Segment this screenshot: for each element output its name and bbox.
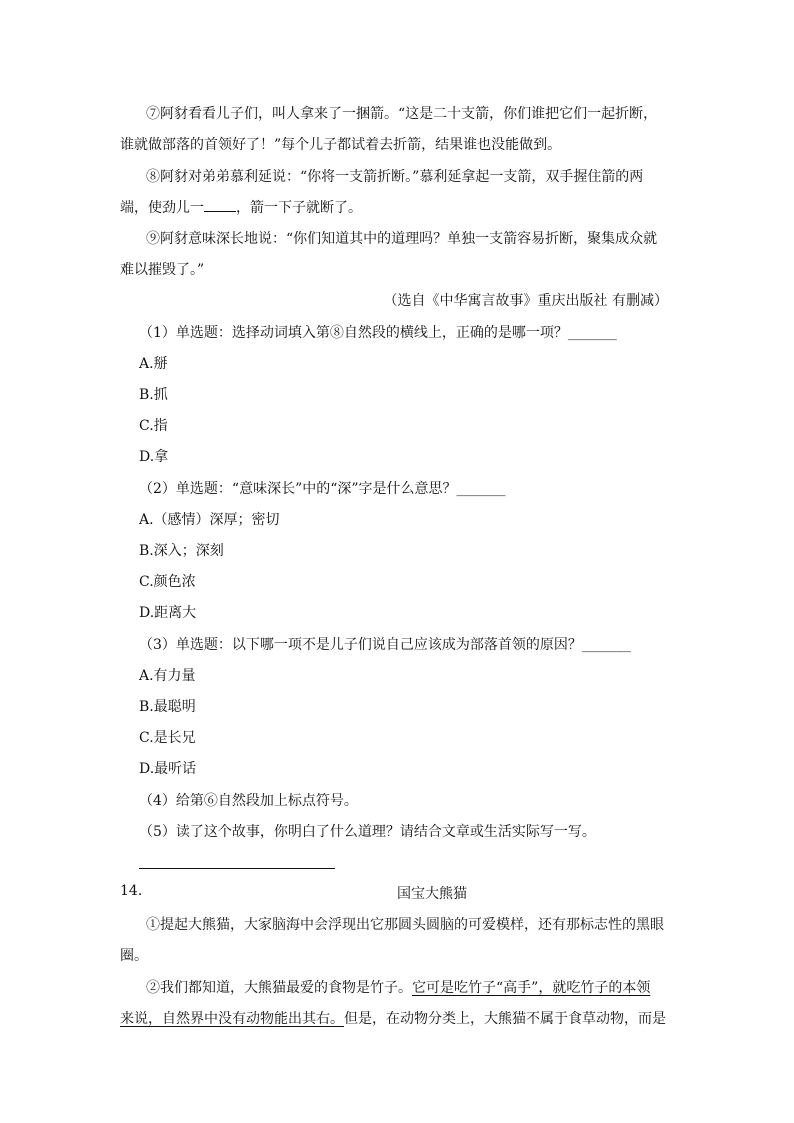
question-5: （5）读了这个故事，你明白了什么道理？请结合文章或生活实际写一写。	[139, 824, 596, 840]
q2-option-b: B.深入；深刻	[139, 543, 224, 559]
paragraph-7-line-2: 谁就做部落的首领好了！”每个儿子都试着去折箭，结果谁也没能做到。	[120, 137, 562, 153]
q1-option-d: D.拿	[139, 449, 169, 465]
q1-option-b: B.抓	[139, 387, 168, 403]
paragraph-2-underlined-continuation: 来说，自然界中没有动物能出其右。	[120, 1011, 344, 1027]
q2-option-c: C.颜色浓	[139, 574, 196, 590]
answer-line[interactable]	[139, 868, 335, 869]
paragraph-8-text-before-blank: 端，使劲儿一	[120, 200, 204, 216]
passage-title: 国宝大熊猫	[397, 886, 467, 902]
paragraph-8-text-after-blank: ，箭一下子就断了。	[236, 200, 362, 216]
paragraph-8-line-1: ⑧阿豺对弟弟慕利延说：“你将一支箭折断。”慕利延拿起一支箭，双手握住箭的两	[146, 169, 644, 185]
question-3: （3）单选题：以下哪一项不是儿子们说自己应该成为部落首领的原因？_______	[139, 637, 631, 653]
question-4: （4）给第⑥自然段加上标点符号。	[139, 793, 358, 809]
passage-paragraph-2-line-2	[120, 1008, 666, 1028]
q3-option-c: C.是长兄	[139, 730, 196, 746]
paragraph-2-plain-continuation: 但是，在动物分类上，大熊猫不属于食草动物，而是	[344, 1011, 666, 1027]
question-2: （2）单选题：“意味深长”中的“深”字是什么意思？_______	[139, 481, 506, 497]
passage-paragraph-1-line-2: 圈。	[120, 948, 148, 964]
q3-option-a: A.有力量	[139, 668, 196, 684]
paragraph-2-underlined-text: 它可是吃竹子“高手”，就吃竹子的本领	[412, 980, 651, 996]
passage-paragraph-1-line-1: ①提起大熊猫，大家脑海中会浮现出它那圆头圆脑的可爱模样，还有那标志性的黑眼	[146, 917, 664, 933]
paragraph-9-line-2: 难以摧毁了。”	[120, 262, 205, 278]
q2-option-a: A.（感情）深厚；密切	[139, 512, 280, 528]
source-citation: （选自《中华寓言故事》重庆出版社 有删减）	[383, 293, 668, 309]
paragraph-9-line-1: ⑨阿豺意味深长地说：“你们知道其中的道理吗？单独一支箭容易折断，聚集成众就	[146, 231, 658, 247]
fill-in-blank	[204, 199, 236, 212]
passage-paragraph-2-line-1	[146, 977, 650, 997]
paragraph-7-line-1: ⑦阿豺看看儿子们，叫人拿来了一捆箭。“这是二十支箭，你们谁把它们一起折断，	[146, 106, 658, 122]
q3-option-d: D.最听话	[139, 761, 197, 777]
paragraph-2-plain-text: ②我们都知道，大熊猫最爱的食物是竹子。	[146, 980, 412, 996]
paragraph-8-line-2	[120, 197, 362, 217]
q3-option-b: B.最聪明	[139, 699, 196, 715]
question-number: 14.	[120, 883, 143, 899]
q1-option-c: C.指	[139, 418, 168, 434]
q2-option-d: D.距离大	[139, 605, 197, 621]
q1-option-a: A.掰	[139, 356, 168, 372]
question-1: （1）单选题：选择动词填入第⑧自然段的横线上，正确的是哪一项？_______	[139, 325, 617, 341]
